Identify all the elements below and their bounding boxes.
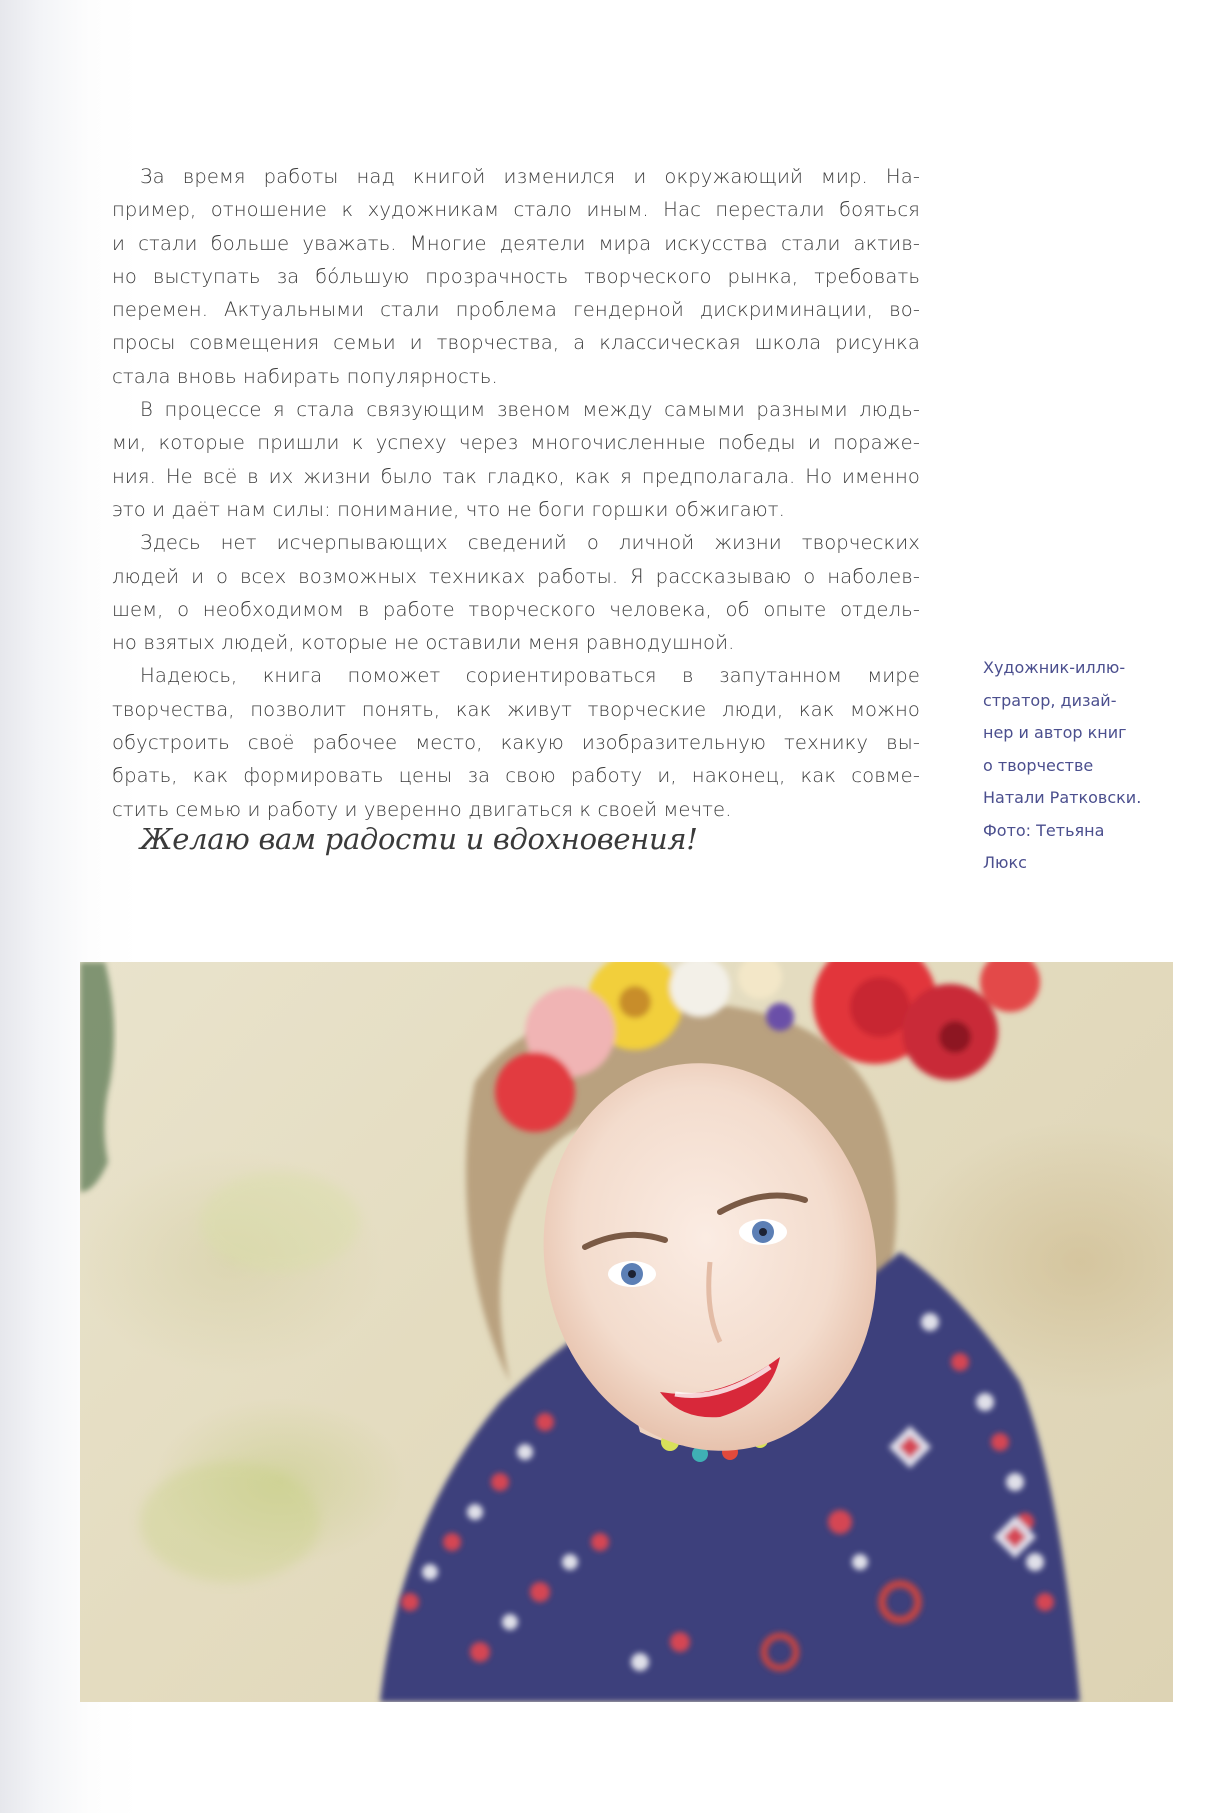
- text-line: брать, как формировать цены за свою работу и, наконец, как совме-: [112, 764, 920, 788]
- text-line: обустроить своё рабочее место, какую изобразительную технику вы-: [112, 731, 920, 755]
- text-line: это и даёт нам силы: понимание, что не боги горшки обжигают.: [112, 497, 785, 521]
- caption-line: нер и автор книг: [983, 723, 1127, 742]
- text-line: но выступать за бóльшую прозрачность творческого рынка, требовать: [112, 264, 920, 288]
- text-line: шем, о необходимом в работе творческого человека, об опыте отдель-: [112, 597, 920, 621]
- caption-line: Фото: Тетьяна: [983, 820, 1105, 840]
- signoff-text: Желаю вам радости и вдохновения!: [140, 822, 698, 856]
- caption-line: Натали Ратковски.: [983, 788, 1142, 807]
- text-line: Здесь нет исчерпывающих сведений о личной жизни творческих: [140, 531, 920, 555]
- caption-line: Художник-иллю-: [983, 658, 1126, 677]
- article-body: [112, 160, 920, 826]
- caption-line: стратор, дизай-: [983, 690, 1117, 710]
- text-line: перемен. Актуальными стали проблема гендерной дискриминации, во-: [112, 298, 920, 322]
- text-line: В процессе я стала связующим звеном между самыми разными людь-: [140, 398, 920, 422]
- text-line: За время работы над книгой изменился и окружающий мир. На-: [140, 165, 920, 188]
- portrait-illustration: [80, 962, 1173, 1702]
- paragraph-1: [112, 160, 920, 393]
- text-line: ми, которые пришли к успеху через многочисленные победы и пораже-: [112, 431, 920, 455]
- text-line: творчества, позволит понять, как живут творческие люди, как можно: [112, 697, 920, 721]
- portrait-photo: [80, 962, 1173, 1702]
- text-line: но взятых людей, которые не оставили меня равнодушной.: [112, 631, 735, 655]
- photo-caption: [983, 652, 1183, 880]
- text-line: людей и о всех возможных техниках работы. Я рассказываю о наболев-: [112, 564, 920, 588]
- caption-line: о творчестве: [983, 755, 1094, 775]
- text-line: Надеюсь, книга поможет сориентироваться в запутанном мире: [140, 664, 920, 688]
- text-line: просы совмещения семьи и творчества, а классическая школа рисунка: [112, 331, 920, 355]
- text-line: ния. Не всё в их жизни было так гладко, как я предполагала. Но именно: [112, 464, 920, 488]
- paragraph-3: [112, 526, 920, 659]
- text-line: пример, отношение к художникам стало иным. Нас перестали бояться: [112, 198, 920, 222]
- paragraph-2: [112, 393, 920, 526]
- text-line: стить семью и работу и уверенно двигаться к своей мечте.: [112, 797, 732, 821]
- paragraph-4: [112, 659, 920, 825]
- text-line: и стали больше уважать. Многие деятели мира искусства стали актив-: [112, 231, 920, 255]
- text-line: стала вновь набирать популярность.: [112, 364, 498, 388]
- caption-line: Люкс: [983, 853, 1027, 872]
